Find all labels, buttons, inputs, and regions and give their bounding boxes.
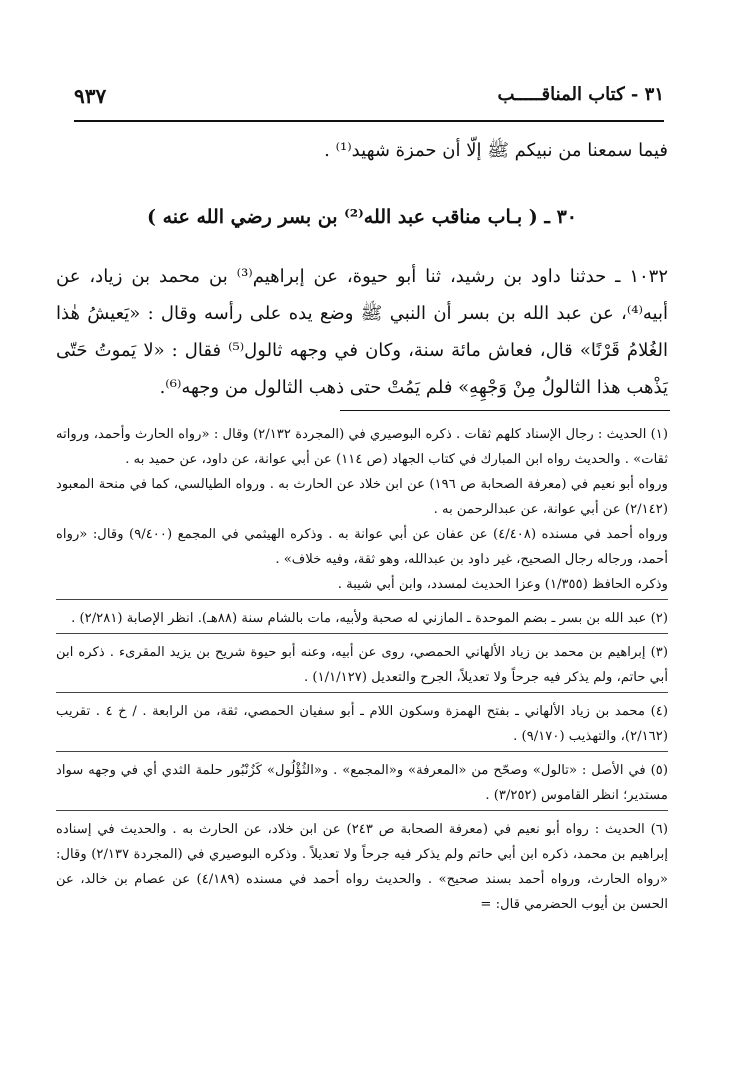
footnote-3: [56, 640, 668, 693]
footnote-text: (٥) في الأصل : «تالول» وصحّح من «المعرفة» و«المجمع» . و«الثُؤْلُول» كَزُنْبُور حلمة الثدي أي في وجهه سواد مستدير؛ انظر القاموس (٣/٢٥٢) .: [56, 763, 668, 803]
chapter-running-title: ٣١ - كتاب المناقـــــب: [497, 84, 664, 105]
main-text: [56, 132, 668, 406]
footnote-text: (٤) محمد بن زياد الألهاني ـ بفتح الهمزة وسكون اللام ـ أبو سفيان الحمصي، ثقة، من الرابعة . / خ ٤ . تقريب (٢/١٦٢)، والتهذيب (٩/١٧٠) .: [56, 704, 668, 744]
page-header: [74, 84, 664, 116]
header-rule: [74, 120, 664, 122]
footnote-text: (٦) الحديث : رواه أبو نعيم في (معرفة الصحابة ص ٢٤٣) عن ابن خلاد، عن الحارث به . والحديث في إسناده إبراهيم بن محمد، ذكره ابن أبي حاتم ولم يذكر فيه جرحاً ولا تعديلاً . وذكره البوصيري في (المجردة ٢/١٣٧) وقال: «رواه الحارث، ورواه أحمد بسند صحيح» . والحديث رواه أحمد في مسنده (٤/١٨٩) عن عصام بن خالد، عن الحسن بن أيوب الحضرمي قال: =: [56, 822, 668, 912]
hadith-paragraph: ١٠٣٢ ـ حدثنا داود بن رشيد، ثنا أبو حيوة، عن إبراهيم⁽³⁾ بن محمد بن زياد، عن أبيه⁽⁴⁾، عن عبد الله بن بسر أن النبي ﷺ وضع يده على رأسه وقال : «يَعيشُ هٰذا الغُلامُ قَرْنًا» قال، فعاش مائة سنة، وكان في وجهه ثالول⁽⁵⁾ فقال : «لا يَموتُ حَتّى يَذْهب هذا الثالولُ مِنْ وَجْهِهِ» فلم يَمُتْ حتى ذهب الثالول من وجهه⁽⁶⁾.: [56, 266, 668, 398]
continuation-line: فيما سمعنا من نبيكم ﷺ إلّا أن حمزة شهيد⁽¹⁾ .: [324, 140, 668, 161]
footnote-text: (٣) إبراهيم بن محمد بن زياد الألهاني الحمصي، روى عن أبيه، وعنه أبو حيوة شريح بن يزيد المقرىء . ذكره ابن أبي حاتم، ولم يذكر فيه جرحاً ولا تعديلاً، الجرح والتعديل (١/١/١٢٧) .: [56, 645, 668, 685]
footnote-rule: [340, 410, 670, 411]
footnote-6: [56, 817, 668, 919]
footnotes: [56, 422, 668, 925]
footnote-text: (١) الحديث : رجال الإسناد كلهم ثقات . ذكره البوصيري في (المجردة ٢/١٣٢) وقال : «رواه الحارث وأحمد، ورواته ثقات» . والحديث رواه ابن المبارك في كتاب الجهاد (ص ١١٤) عن أبي عوانة، عن داود، عن حميد به .: [56, 427, 668, 467]
chapter-heading: ٣٠ ـ ( بـاب مناقب عبد الله⁽²⁾ بن بسر رضي الله عنه ): [147, 206, 577, 228]
footnote-text: وذكره الحافظ (١/٣٥٥) وعزا الحديث لمسدد، وابن أبي شيبة .: [337, 577, 668, 592]
footnote-text: ورواه أبو نعيم في (معرفة الصحابة ص ١٩٦) عن ابن خلاد عن الحارث به . ورواه الطيالسي، كما في منحة المعبود (٢/١٤٢) عن أبي عوانة، عن عبدالرحمن به .: [56, 477, 669, 517]
footnote-5: [56, 758, 668, 811]
footnote-1: [56, 422, 668, 600]
footnote-4: [56, 699, 668, 752]
footnote-text: (٢) عبد الله بن بسر ـ بضم الموحدة ـ المازني له صحبة ولأبيه، مات بالشام سنة (٨٨هـ). انظر الإصابة (٢/٢٨١) .: [71, 611, 668, 626]
footnote-2: [56, 606, 668, 634]
footnote-text: ورواه أحمد في مسنده (٤/٤٠٨) عن عفان عن أبي عوانة به . وذكره الهيثمي في المجمع (٩/٤٠٠) وقال: «رواه أحمد، ورجاله رجال الصحيح، غير داود بن عبدالله، وهو ثقة، وفيه خلاف» .: [56, 527, 669, 567]
page-number: ٩٣٧: [74, 84, 107, 108]
